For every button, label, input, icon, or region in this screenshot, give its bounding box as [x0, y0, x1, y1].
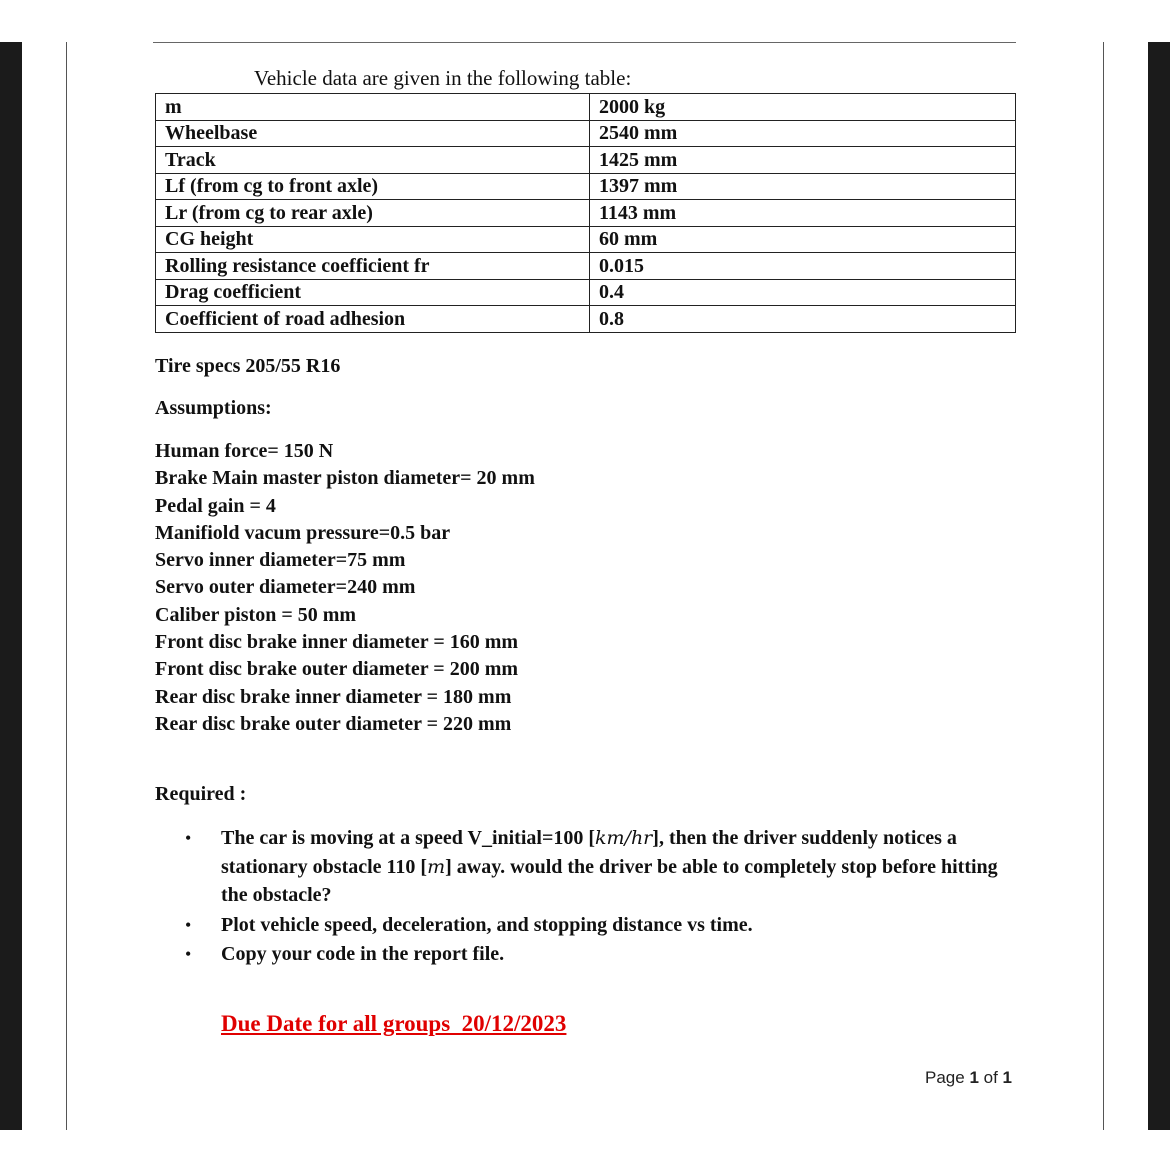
unit-speed: km/hr [595, 827, 653, 849]
top-rule [153, 42, 1016, 43]
assumption-item: Pedal gain = 4 [155, 494, 276, 517]
value-cell: 2540 mm [590, 120, 1016, 147]
value-cell: 1397 mm [590, 173, 1016, 200]
page-footer: Page 1 of 1 [925, 1068, 1012, 1087]
table-row [156, 200, 1016, 227]
value-cell: 1425 mm [590, 147, 1016, 174]
value-cell: 0.8 [590, 306, 1016, 333]
assumption-item: Human force= 150 N [155, 440, 334, 462]
param-cell: Track [156, 147, 590, 174]
assumption-item: Manifiold vacum pressure=0.5 bar [155, 521, 451, 544]
assumption-item: Servo outer diameter=240 mm [155, 576, 416, 599]
table-row [156, 173, 1016, 200]
assumption-item: Rear disc brake inner diameter = 180 mm [155, 685, 512, 708]
assumptions-list [155, 438, 535, 738]
param-cell: Wheelbase [156, 120, 590, 147]
assumption-item: Front disc brake outer diameter = 200 mm [155, 658, 519, 681]
param-cell: Lf (from cg to front axle) [156, 173, 590, 200]
value-cell: 1143 mm [590, 200, 1016, 227]
vehicle-data-table [155, 93, 1016, 333]
value-cell: 2000 kg [590, 94, 1016, 121]
param-cell: Lr (from cg to rear axle) [156, 200, 590, 227]
intro-text: Vehicle data are given in the following table: [254, 66, 632, 90]
table-row [156, 94, 1016, 121]
assumption-item: Servo inner diameter=75 mm [155, 549, 406, 572]
required-list [155, 824, 1025, 969]
page-left-border [66, 42, 67, 1130]
table-row [156, 147, 1016, 174]
unit-distance: m [427, 855, 446, 878]
viewer-right-edge [1148, 42, 1170, 1130]
required-heading: Required : [155, 783, 247, 805]
due-date: Due Date for all groups 20/12/2023 [221, 1011, 567, 1036]
page-right-border [1103, 42, 1104, 1130]
assumption-item: Brake Main master piston diameter= 20 mm [155, 467, 535, 490]
assumptions-heading: Assumptions: [155, 397, 272, 419]
table-row [156, 306, 1016, 333]
bullet-icon: • [185, 914, 192, 935]
table-row [156, 253, 1016, 280]
value-cell: 0.4 [590, 279, 1016, 306]
table-row [156, 226, 1016, 253]
table-row [156, 120, 1016, 147]
param-cell: m [156, 94, 590, 121]
param-cell: CG height [156, 226, 590, 253]
value-cell: 60 mm [590, 226, 1016, 253]
viewer-left-edge [0, 42, 22, 1130]
required-item-3: • Copy your code in the report file. [155, 940, 1025, 969]
table-row [156, 279, 1016, 306]
page-total: 1 [1002, 1068, 1012, 1087]
bullet-icon: • [185, 944, 192, 964]
param-cell: Rolling resistance coefficient fr [156, 253, 590, 280]
assumption-item: Caliber piston = 50 mm [155, 603, 357, 626]
required-item-1: • The car is moving at a speed V_initial=100 [km/hr], then the driver suddenly notices a stationary obstacle 110 [m] away. would the driver be able to completely stop before hitting the obstacle? [155, 824, 1025, 910]
value-cell: 0.015 [590, 253, 1016, 280]
param-cell: Coefficient of road adhesion [156, 306, 590, 333]
required-item-2: • Plot vehicle speed, deceleration, and stopping distance vs time. [155, 911, 1025, 940]
page-current: 1 [969, 1068, 979, 1087]
assumption-item: Rear disc brake outer diameter = 220 mm [155, 712, 512, 735]
param-cell: Drag coefficient [156, 279, 590, 306]
tire-specs: Tire specs 205/55 R16 [155, 355, 341, 377]
bullet-icon: • [185, 828, 192, 848]
assumption-item: Front disc brake inner diameter = 160 mm [155, 631, 519, 654]
